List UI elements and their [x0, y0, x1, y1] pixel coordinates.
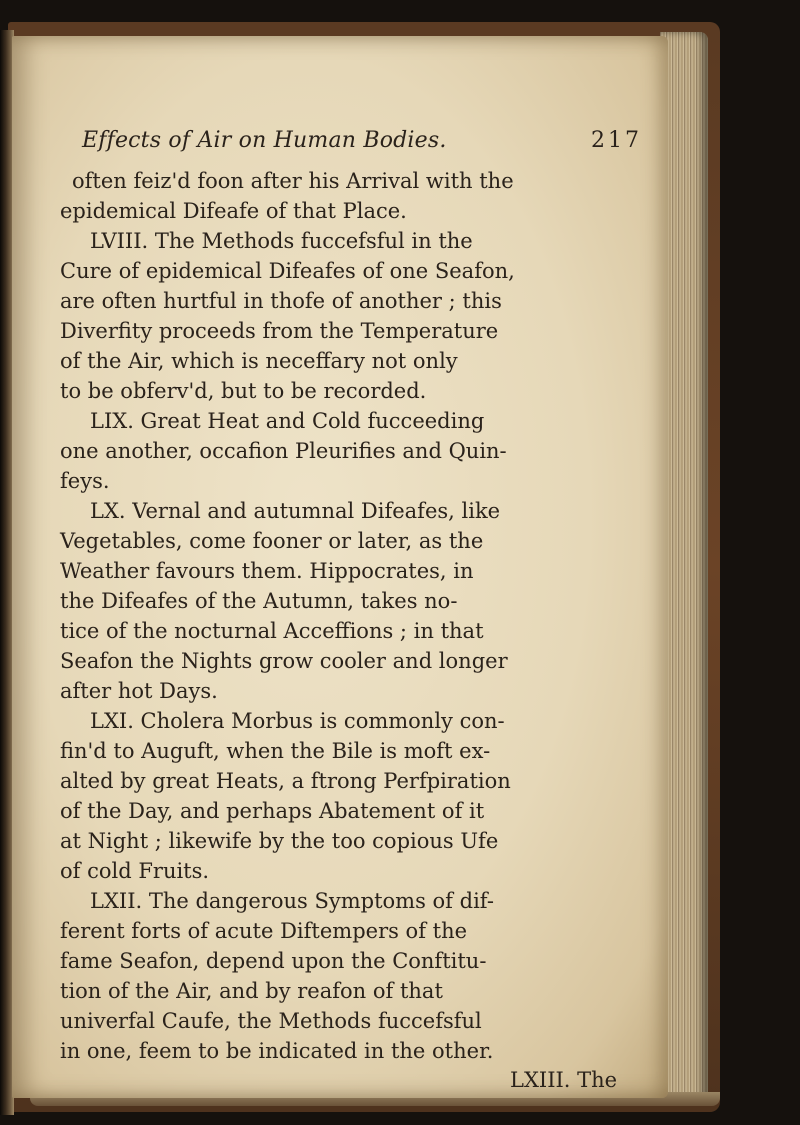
text-line: the Difeafes of the Autumn, takes no- — [60, 589, 458, 613]
text-line: Vegetables, come fooner or later, as the — [60, 529, 484, 553]
text-line: alted by great Heats, a ftrong Perfpiration — [60, 769, 511, 793]
text-line: univerfal Caufe, the Methods fuccefsful — [60, 1009, 482, 1033]
text-line: Weather favours them. Hippocrates, in — [60, 559, 474, 583]
text-line: at Night ; likewife by the too copious Ufe — [60, 829, 499, 853]
text-line: tice of the nocturnal Acceffions ; in that — [60, 619, 484, 643]
catchword: LXIII. The — [510, 1068, 618, 1092]
text-line: in one, feem to be indicated in the other. — [60, 1039, 494, 1063]
text-line: LX. Vernal and autumnal Difeafes, like — [90, 499, 501, 523]
page-header — [82, 128, 642, 164]
text-line: LXII. The dangerous Symptoms of dif- — [90, 889, 494, 913]
text-line: epidemical Difeafe of that Place. — [60, 199, 407, 223]
text-line: fame Seafon, depend upon the Conftitu- — [60, 949, 487, 973]
text-line: of the Day, and perhaps Abatement of it — [60, 799, 485, 823]
text-line: to be obferv'd, but to be recorded. — [60, 379, 427, 403]
text-line: LXI. Cholera Morbus is commonly con- — [90, 709, 505, 733]
text-line: feys. — [60, 469, 110, 493]
text-line: Diverfity proceeds from the Temperature — [60, 319, 499, 343]
text-line: one another, occafion Pleurifies and Quin- — [60, 439, 507, 463]
running-head: Effects of Air on Human Bodies. — [82, 128, 447, 153]
text-line: of the Air, which is neceffary not only — [60, 349, 458, 373]
text-line: ferent forts of acute Diftempers of the — [60, 919, 468, 943]
text-line: LIX. Great Heat and Cold fucceeding — [90, 409, 485, 433]
text-line: often feiz'd foon after his Arrival with the — [72, 169, 514, 193]
text-line: LVIII. The Methods fuccefsful in the — [90, 229, 473, 253]
page-number: 217 — [591, 128, 642, 153]
text-line: after hot Days. — [60, 679, 218, 703]
text-line: fin'd to Auguft, when the Bile is moft ex- — [60, 739, 491, 763]
text-line: of cold Fruits. — [60, 859, 210, 883]
text-line: tion of the Air, and by reafon of that — [60, 979, 443, 1003]
text-line: Seafon the Nights grow cooler and longer — [60, 649, 508, 673]
text-line: Cure of epidemical Difeafes of one Seafon, — [60, 259, 515, 283]
text-line: are often hurtful in thofe of another ; this — [60, 289, 502, 313]
